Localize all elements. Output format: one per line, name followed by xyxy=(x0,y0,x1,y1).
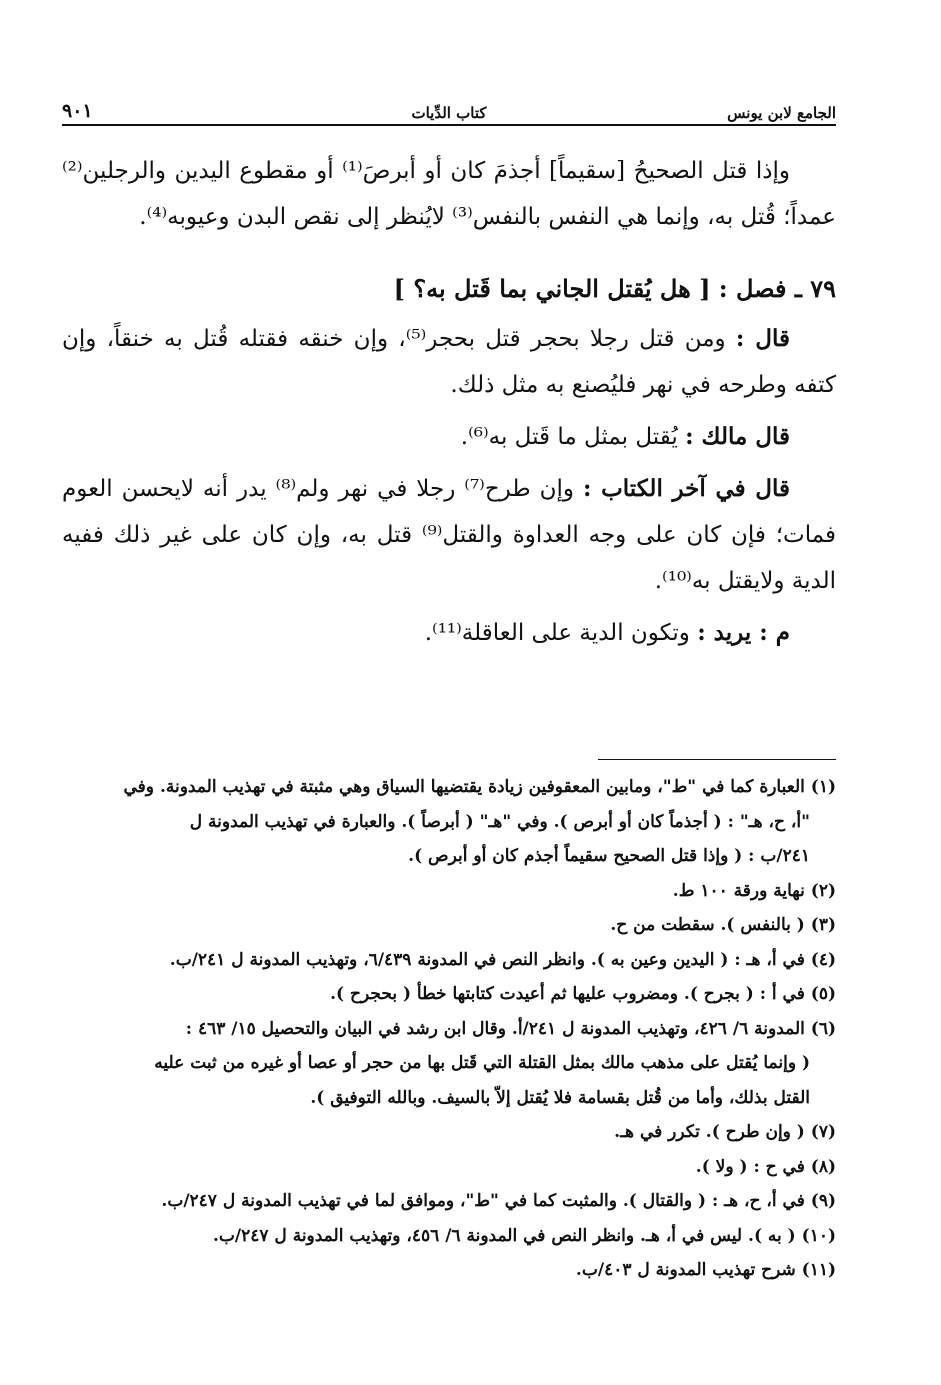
footnote-separator xyxy=(598,759,836,760)
footnote-1-continued-2: ٢٤١/ب : ( وإذا قتل الصحيح سقيماً أجذم كان أو أبرص ). xyxy=(408,846,810,866)
footnotes xyxy=(62,770,836,1288)
footnote-11: (١١) شرح تهذيب المدونة ل ٤٠٣/ب. xyxy=(575,1260,836,1280)
paragraph-5-lead: م : يريد : xyxy=(697,619,790,646)
footnote-6: (٦) المدونة ٦/ ٤٢٦، وتهذيب المدونة ل ٢٤١/أ. وقال ابن رشد في البيان والتحصيل ١٥/ ٤٦٣ : xyxy=(185,1018,836,1039)
footnote-3: (٣) ( بالنفس ). سقطت من ح. xyxy=(610,915,836,935)
footnote-8: (٨) في ح : ( ولا ). xyxy=(695,1156,836,1177)
paragraph-3 xyxy=(62,414,836,460)
footnote-1-continued: "أ، ح، هـ" : ( أجذماً كان أو أبرص ). وفي "هـ" ( أبرصاً ). والعبارة في تهذيب المدونة ل xyxy=(189,811,810,832)
page-number: ٩٠١ xyxy=(62,100,93,122)
footnote-1: (١) العبارة كما في "ط"، ومابين المعقوفين زيادة يقتضيها السياق وهي مثبتة في تهذيب المدونة. وفي xyxy=(123,777,836,797)
paragraph-3-lead: قال مالك : xyxy=(685,423,790,450)
paragraph-5 xyxy=(62,610,836,656)
footnote-7: (٧) ( وإن طرح ). تكرر في هـ. xyxy=(614,1122,836,1142)
section-title: ٧٩ ـ فصل : [ هل يُقتل الجاني بما قَتل به؟ ] xyxy=(393,274,836,303)
footnote-9: (٩) في أ، ح، هـ : ( والقتال ). والمثبت كما في "ط"، وموافق لما في تهذيب المدونة ل ٢٤٧/ب. xyxy=(161,1191,836,1211)
footnote-6-continued-2: القتل بذلك، وأما من قُتل بقسامة فلا يُقتل إلاّ بالسيف. وبالله التوفيق ). xyxy=(310,1087,810,1108)
paragraph-2 xyxy=(62,316,836,408)
footnote-10: (١٠) ( به ). ليس في أ، هـ. وانظر النص في المدونة ٦/ ٤٥٦، وتهذيب المدونة ل ٢٤٧/ب. xyxy=(212,1225,836,1246)
paragraph-2-lead: قال : xyxy=(735,325,790,352)
chapter-title: كتاب الدِّيات xyxy=(411,104,487,122)
paragraph-1: وإذا قتل الصحيحُ [سقيماً] أجذمَ كان أو أبرصَ⁽¹⁾ أو مقطوع اليدين والرجلين⁽²⁾ عمداً؛ قُتل به، وإنما هي النفس بالنفس⁽³⁾ لايُنظر إلى نقص البدن وعيوبه⁽⁴⁾. xyxy=(62,158,836,230)
running-title: الجامع لابن يونس xyxy=(727,104,836,122)
footnote-2: (٢) نهاية ورقة ١٠٠ ط. xyxy=(672,880,836,901)
paragraph-3-text: يُقتل بمثل ما قَتل به⁽⁶⁾. xyxy=(460,424,686,450)
footnote-6-continued: ( وإنما يُقتل على مذهب مالك بمثل القتلة التي قَتل بها من حجر أو عصا أو غيره من ثبت عليه xyxy=(154,1053,810,1073)
page-header xyxy=(62,92,836,126)
paragraph-4-lead: قال في آخر الكتاب : xyxy=(582,475,790,502)
footnote-4: (٤) في أ، هـ : ( اليدين وعين به ). وانظر النص في المدونة ٦/٤٣٩، وتهذيب المدونة ل ٢٤١/ب. xyxy=(169,949,836,970)
main-text xyxy=(62,148,836,656)
paragraph-5-text: وتكون الدية على العاقلة⁽¹¹⁾. xyxy=(424,620,698,646)
paragraph-2-text: ومن قتل رجلا بحجر قتل بحجر⁽⁵⁾، وإن خنقه فقتله قُتل به خنقاً، وإن كتفه وطرحه في نهر فليُصنع به مثل ذلك. xyxy=(62,326,836,398)
paragraph-4 xyxy=(62,466,836,604)
paragraph-4-text: وإن طرح⁽⁷⁾ رجلا في نهر ولم⁽⁸⁾ يدر أنه لايحسن العوم فمات؛ فإن كان على وجه العداوة والقتل⁽⁹⁾ قتل به، وإن كان على غير ذلك ففيه الدية ولايقتل به⁽¹⁰⁾. xyxy=(62,476,836,594)
footnote-5: (٥) في أ : ( بجرح ). ومضروب عليها ثم أعيدت كتابتها خطأ ( بحجرح ). xyxy=(330,984,836,1004)
